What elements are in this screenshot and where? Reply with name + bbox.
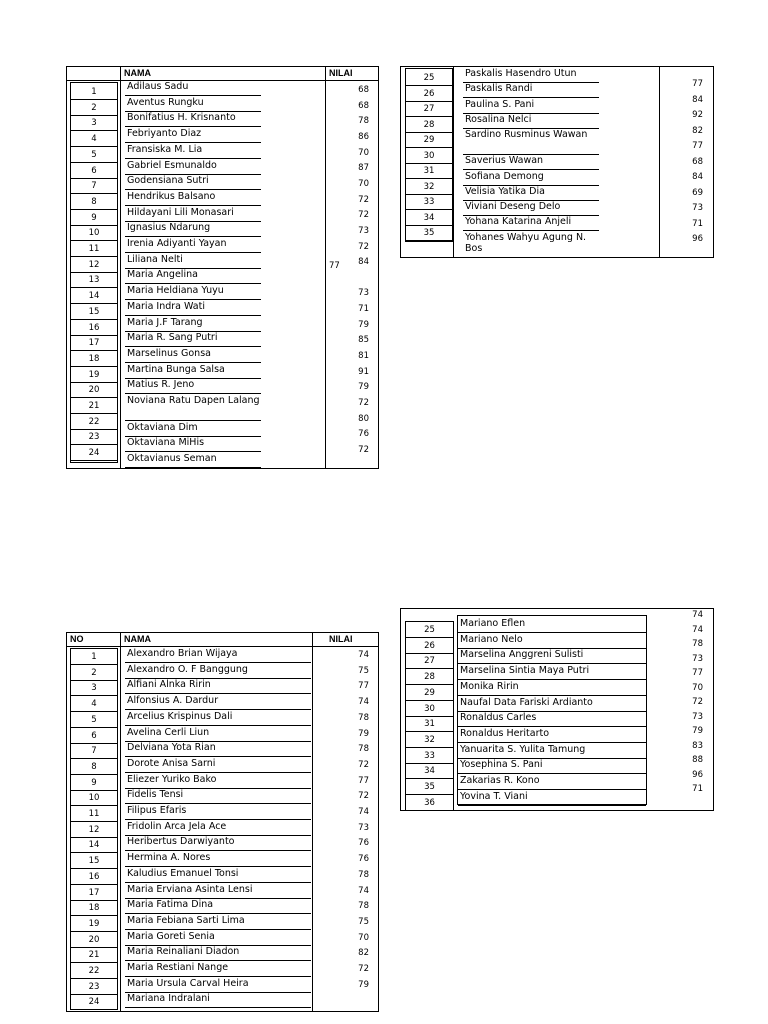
student-name: Maria Febiana Sarti Lima — [125, 915, 311, 930]
student-name: Maria Ursula Carval Heira — [125, 978, 311, 993]
score-value: 82 — [358, 948, 369, 959]
student-name: Maria Goreti Senia — [125, 931, 311, 946]
student-name: Zakarias R. Kono — [458, 775, 646, 790]
row-number: 3 — [71, 681, 117, 696]
column-divider — [312, 633, 313, 1011]
score-value: 75 — [358, 916, 369, 927]
column-divider — [325, 67, 326, 468]
row-number: 4 — [71, 697, 117, 712]
score-value: 77 — [692, 79, 703, 89]
row-number: 35 — [406, 226, 452, 241]
score-value: 83 — [692, 740, 703, 751]
row-number: 5 — [71, 713, 117, 728]
score-value: 68 — [358, 100, 369, 111]
student-name: Gabriel Esmunaldo — [125, 160, 261, 175]
student-name: Bonifatius H. Krisnanto — [125, 112, 261, 127]
column-divider — [453, 67, 454, 257]
score-value: 96 — [692, 234, 703, 244]
row-number: 33 — [406, 749, 453, 764]
row-number: 21 — [71, 399, 117, 414]
student-name: Sofiana Demong — [463, 171, 599, 186]
row-number: 12 — [71, 823, 117, 838]
row-number: 8 — [71, 760, 117, 775]
row-number: 10 — [71, 791, 117, 806]
row-number: 17 — [71, 886, 117, 901]
student-name: Monika Ririn — [458, 681, 646, 696]
row-number: 9 — [71, 776, 117, 791]
student-name: Alexandro O. F Banggung — [125, 664, 311, 679]
row-number: 20 — [71, 383, 117, 398]
score-value: 77 — [329, 260, 340, 271]
student-name: Oktaviana MiHis — [125, 437, 261, 452]
student-name: Filipus Efaris — [125, 805, 311, 820]
score-value: 84 — [692, 172, 703, 182]
row-number: 26 — [406, 87, 452, 102]
score-value: 78 — [692, 639, 703, 649]
row-number: 7 — [71, 744, 117, 759]
row-number: 27 — [406, 654, 453, 669]
student-name: Viviani Deseng Delo — [463, 201, 599, 216]
student-name: Godensiana Sutri — [125, 175, 261, 190]
column-header-no: NO — [70, 634, 84, 644]
student-name: Saverius Wawan — [463, 155, 599, 170]
score-value: 74 — [692, 610, 703, 620]
row-number: 20 — [71, 933, 117, 948]
name-column — [457, 615, 647, 805]
student-name: Paskalis Hasendro Utun — [463, 68, 599, 83]
row-number: 11 — [71, 242, 117, 257]
row-number: 9 — [71, 211, 117, 226]
student-name: Mariano Nelo — [458, 634, 646, 649]
table-header — [67, 633, 378, 647]
score-value: 79 — [692, 726, 703, 736]
score-value: 71 — [358, 304, 369, 315]
score-value: 69 — [692, 187, 703, 198]
student-name: Naufal Data Fariski Ardianto — [458, 697, 646, 712]
student-name: Ronaldus Carles — [458, 712, 646, 727]
student-name: Yovina T. Viani — [458, 791, 646, 806]
student-name: Yosephina S. Pani — [458, 759, 646, 774]
grade-table-2 — [400, 66, 714, 258]
row-number: 25 — [406, 71, 452, 86]
row-number: 3 — [71, 116, 117, 131]
row-number: 19 — [71, 368, 117, 383]
student-name: Delviana Yota Rian — [125, 742, 311, 757]
score-value: 76 — [358, 838, 369, 849]
row-number: 27 — [406, 102, 452, 117]
score-value: 72 — [358, 194, 369, 205]
column-divider — [659, 67, 660, 257]
score-value: 79 — [358, 728, 369, 739]
student-name: Maria Reinaliani Diadon — [125, 946, 311, 961]
student-name: Fidelis Tensi — [125, 789, 311, 804]
student-name: Avelina Cerli Liun — [125, 727, 311, 742]
row-number: 28 — [406, 118, 452, 133]
student-name: Maria J.F Tarang — [125, 317, 261, 332]
score-value: 74 — [358, 697, 369, 708]
row-number: 17 — [71, 336, 117, 351]
score-value: 75 — [358, 665, 369, 676]
row-number: 16 — [71, 321, 117, 336]
score-value: 78 — [358, 901, 369, 912]
number-column — [405, 621, 454, 811]
student-name: Noviana Ratu Dapen Lalang — [125, 395, 261, 421]
score-value: 68 — [358, 85, 369, 95]
row-number: 14 — [71, 289, 117, 304]
score-value: 78 — [358, 712, 369, 723]
row-number: 11 — [71, 807, 117, 822]
row-number: 29 — [406, 686, 453, 701]
score-value: 70 — [358, 932, 369, 943]
row-number: 21 — [71, 948, 117, 963]
score-value: 91 — [358, 366, 369, 377]
column-divider — [120, 67, 121, 468]
score-value: 70 — [358, 178, 369, 189]
row-number: 12 — [71, 258, 117, 273]
score-value: 74 — [358, 807, 369, 817]
score-value: 71 — [692, 218, 703, 229]
student-name: Sardino Rusminus Wawan — [463, 129, 599, 155]
student-name: Maria Heldiana Yuyu — [125, 285, 261, 300]
student-name: Martina Bunga Salsa — [125, 364, 261, 379]
score-value: 70 — [358, 147, 369, 158]
score-value: 72 — [358, 791, 369, 802]
student-name: Alfiani Alnka Ririn — [125, 679, 311, 694]
student-name: Paskalis Randi — [463, 83, 599, 98]
score-value: 87 — [358, 163, 369, 174]
row-number: 14 — [71, 838, 117, 853]
score-value: 72 — [692, 697, 703, 707]
score-value: 72 — [358, 759, 369, 770]
number-column — [70, 82, 118, 463]
score-value: 76 — [358, 854, 369, 865]
student-name: Marselinus Gonsa — [125, 348, 261, 363]
row-number: 7 — [71, 179, 117, 194]
row-number: 8 — [71, 195, 117, 210]
row-number: 15 — [71, 305, 117, 320]
row-number: 2 — [71, 101, 117, 116]
score-value: 77 — [358, 681, 369, 692]
student-name: Yanuarita S. Yulita Tamung — [458, 744, 646, 759]
student-name: Dorote Anisa Sarni — [125, 758, 311, 773]
student-name: Maria Angelina — [125, 269, 261, 284]
score-value: 74 — [358, 650, 369, 660]
student-name: Rosalina Nelci — [463, 114, 599, 129]
score-value: 72 — [358, 241, 369, 252]
row-number: 30 — [406, 149, 452, 164]
row-number: 18 — [71, 352, 117, 367]
student-name: Mariano Eflen — [458, 618, 646, 633]
score-value: 73 — [358, 288, 369, 299]
row-number: 24 — [71, 995, 117, 1010]
score-value: 77 — [692, 668, 703, 678]
student-name: Maria Erviana Asinta Lensi — [125, 884, 311, 899]
score-value: 73 — [692, 203, 703, 213]
row-number: 34 — [406, 211, 452, 226]
score-value: 78 — [358, 869, 369, 880]
score-value: 68 — [692, 156, 703, 167]
student-name: Febriyanto Diaz — [125, 128, 261, 143]
score-value: 72 — [358, 964, 369, 974]
score-value: 72 — [358, 398, 369, 408]
column-header-name: NAMA — [124, 634, 151, 644]
score-value: 73 — [358, 225, 369, 236]
row-number: 10 — [71, 226, 117, 241]
score-value: 82 — [692, 125, 703, 136]
student-name: Yohanes Wahyu Agung N. Bos — [463, 232, 599, 258]
row-number: 30 — [406, 702, 453, 717]
column-header-name: NAMA — [124, 68, 151, 78]
row-number: 24 — [71, 446, 117, 461]
row-number: 25 — [406, 623, 453, 638]
student-name: Liliana Nelti — [125, 254, 261, 269]
score-value: 85 — [358, 335, 369, 346]
score-value: 88 — [692, 755, 703, 765]
student-name: Maria Fatima Dina — [125, 899, 311, 914]
row-number: 22 — [71, 964, 117, 979]
student-name: Kaludius Emanuel Tonsi — [125, 868, 311, 883]
row-number: 23 — [71, 430, 117, 445]
row-number: 6 — [71, 729, 117, 744]
row-number: 26 — [406, 639, 453, 654]
score-value: 92 — [692, 110, 703, 120]
student-name: Marselina Sintia Maya Putri — [458, 665, 646, 680]
row-number: 2 — [71, 666, 117, 681]
row-number: 19 — [71, 917, 117, 932]
student-name: Maria R. Sang Putri — [125, 332, 261, 347]
score-value: 96 — [692, 769, 703, 780]
student-name: Paulina S. Pani — [463, 99, 599, 114]
student-name: Fridolin Arca Jela Ace — [125, 821, 311, 836]
row-number: 6 — [71, 164, 117, 179]
student-name: Eliezer Yuriko Bako — [125, 774, 311, 789]
score-value: 78 — [358, 116, 369, 127]
row-number: 33 — [406, 195, 452, 210]
row-number: 18 — [71, 901, 117, 916]
score-value: 84 — [692, 94, 703, 105]
student-name: Fransiska M. Lia — [125, 144, 261, 159]
score-value: 79 — [358, 319, 369, 330]
row-number: 29 — [406, 133, 452, 148]
row-number: 32 — [406, 180, 452, 195]
grade-table-4 — [400, 608, 714, 811]
score-value: 86 — [358, 131, 369, 142]
student-name: Velisia Yatika Dia — [463, 186, 599, 201]
student-name: Mariana Indralani — [125, 993, 311, 1008]
row-number: 13 — [71, 273, 117, 288]
student-name: Adilaus Sadu — [125, 81, 261, 96]
row-number: 31 — [406, 717, 453, 732]
row-number: 36 — [424, 797, 435, 808]
row-number: 31 — [406, 164, 452, 179]
column-header-value: NILAI — [329, 68, 353, 78]
score-value: 80 — [358, 413, 369, 424]
score-value: 79 — [358, 382, 369, 393]
column-header-value: NILAI — [329, 634, 353, 644]
score-value: 78 — [358, 744, 369, 755]
student-name: Alfonsius A. Dardur — [125, 695, 311, 710]
score-value: 72 — [358, 444, 369, 455]
row-number: 23 — [71, 980, 117, 995]
score-value: 72 — [358, 210, 369, 221]
student-name: Hermina A. Nores — [125, 852, 311, 867]
student-name: Maria Indra Wati — [125, 301, 261, 316]
number-column — [405, 68, 453, 242]
column-divider — [120, 633, 121, 1011]
score-value: 73 — [358, 822, 369, 833]
student-name: Arcelius Krispinus Dali — [125, 711, 311, 726]
student-name: Yohana Katarina Anjeli — [463, 216, 599, 231]
row-number: 1 — [71, 85, 117, 100]
student-name: Matius R. Jeno — [125, 379, 261, 394]
student-name: Hildayani Lili Monasari — [125, 207, 261, 222]
row-number: 1 — [71, 650, 117, 665]
student-name: Oktavianus Seman — [125, 453, 261, 468]
student-name: Irenia Adiyanti Yayan — [125, 238, 261, 253]
score-value: 74 — [358, 885, 369, 896]
student-name: Marselina Anggreni Sulisti — [458, 649, 646, 664]
row-number: 16 — [71, 870, 117, 885]
grade-table-1 — [66, 66, 379, 469]
row-number: 5 — [71, 148, 117, 163]
score-value: 79 — [358, 979, 369, 990]
row-number: 32 — [406, 733, 453, 748]
row-number: 4 — [71, 132, 117, 147]
student-name: Hendrikus Balsano — [125, 191, 261, 206]
student-name: Maria Restiani Nange — [125, 962, 311, 977]
score-value: 81 — [358, 351, 369, 362]
score-value: 73 — [692, 653, 703, 664]
table-header — [67, 67, 378, 81]
row-number: 22 — [71, 415, 117, 430]
student-name: Ignasius Ndarung — [125, 222, 261, 237]
student-name: Alexandro Brian Wijaya — [125, 648, 311, 663]
score-value: 84 — [358, 257, 369, 268]
score-value: 76 — [358, 429, 369, 440]
score-value: 70 — [692, 682, 703, 693]
grade-table-3 — [66, 632, 379, 1012]
score-value: 73 — [692, 711, 703, 722]
student-name: Aventus Rungku — [125, 97, 261, 112]
score-value: 74 — [692, 624, 703, 635]
student-name: Oktaviana Dim — [125, 422, 261, 437]
number-column — [70, 648, 118, 1010]
row-number: 15 — [71, 854, 117, 869]
student-name: Ronaldus Heritarto — [458, 728, 646, 743]
row-number: 28 — [406, 670, 453, 685]
student-name: Heribertus Darwiyanto — [125, 836, 311, 851]
row-number: 35 — [406, 780, 453, 795]
score-value: 77 — [692, 141, 703, 151]
row-number: 34 — [406, 764, 453, 779]
score-value: 77 — [358, 775, 369, 786]
score-value: 71 — [692, 784, 703, 794]
